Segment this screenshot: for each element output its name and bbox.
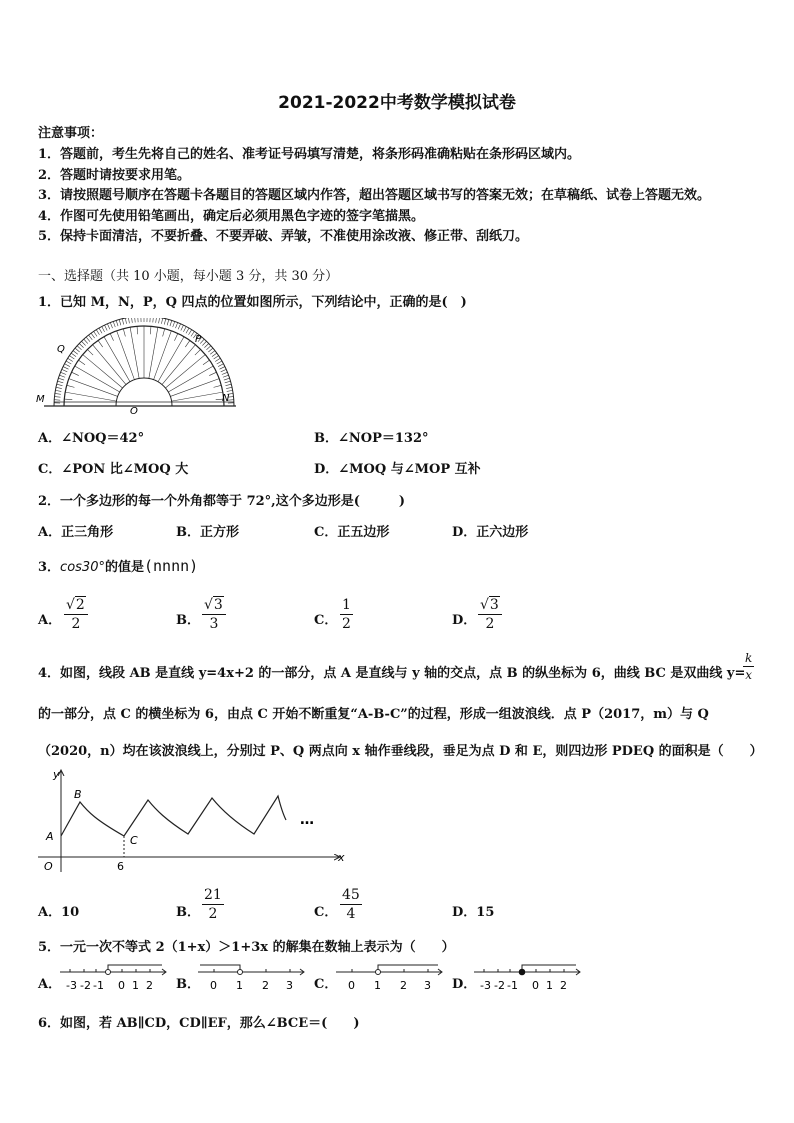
svg-text:0: 0	[210, 979, 217, 992]
q2-stem: 2．一个多边形的每一个外角都等于 72°,这个多边形是( )	[38, 494, 405, 509]
q2-option-b[interactable]: B．正方形	[176, 525, 239, 540]
svg-text:…: …	[300, 812, 314, 828]
svg-text:0: 0	[532, 979, 539, 992]
q3-stem: 3．cos30°的值是(nnnn)	[38, 557, 199, 575]
label-N: N	[222, 393, 230, 404]
q5-option-d-label[interactable]: D．	[452, 977, 477, 992]
svg-text:2: 2	[400, 979, 407, 992]
q4-line-3: （2020，n）均在该波浪线上，分别过 P、Q 两点向 x 轴作垂线段，垂足为点 D 和 E，则四边形 PDEQ 的面积是（ ）	[38, 744, 763, 759]
svg-text:2: 2	[560, 979, 567, 992]
q5-number-line-c	[334, 963, 446, 995]
q3-option-d-value: $\frac{√3}{2}$	[478, 598, 502, 631]
q4-option-b-label[interactable]: B．	[176, 905, 200, 920]
page-title: 2021-2022中考数学模拟试卷	[278, 93, 516, 113]
q2-option-c[interactable]: C．正五边形	[314, 525, 390, 540]
svg-text:-3: -3	[480, 979, 491, 992]
q4-option-b-value: $\frac{21}{2}$	[204, 887, 222, 922]
q3-option-c-value: $\frac{1}{2}$	[342, 597, 351, 632]
q6-stem: 6．如图，若 AB∥CD，CD∥EF，那么∠BCE＝( )	[38, 1016, 360, 1031]
svg-text:1: 1	[374, 979, 381, 992]
svg-text:y: y	[53, 768, 60, 781]
svg-text:C: C	[130, 834, 138, 847]
q3-option-b-value: $\frac{√3}{3}$	[202, 598, 226, 631]
label-M: M	[36, 394, 45, 405]
svg-text:A: A	[46, 830, 54, 843]
q5-option-b-label[interactable]: B．	[176, 977, 200, 992]
q5-stem: 5．一元一次不等式 2（1+x）＞1+3x 的解集在数轴上表示为（ ）	[38, 940, 455, 955]
notice-heading: 注意事项：	[38, 126, 104, 141]
svg-text:1: 1	[236, 979, 243, 992]
q1-option-c[interactable]: C．∠PON 比∠MOQ 大	[38, 462, 189, 477]
q3-option-d-label[interactable]: D．	[452, 613, 477, 628]
q5-number-line-a	[58, 963, 170, 995]
protractor-figure	[36, 318, 242, 416]
q4-line-1: 4．如图，线段 AB 是直线 y=4x+2 的一部分，点 A 是直线与 y 轴的交点，点 B 的纵坐标为 6，曲线 BC 是双曲线 y=	[38, 666, 746, 681]
q3-option-b-label[interactable]: B．	[176, 613, 200, 628]
q3-option-a-value: $\frac{√2}{2}$	[64, 598, 88, 631]
wave-graph-figure	[36, 764, 352, 874]
svg-text:x: x	[338, 851, 345, 864]
label-O: O	[130, 406, 138, 416]
svg-text:1: 1	[132, 979, 139, 992]
svg-text:3: 3	[286, 979, 293, 992]
q5-number-line-d	[472, 963, 584, 995]
svg-text:B: B	[74, 788, 82, 801]
svg-text:-1: -1	[507, 979, 518, 992]
q4-option-c-value: $\frac{45}{4}$	[342, 887, 360, 922]
q4-option-c-label[interactable]: C．	[314, 905, 338, 920]
q5-number-line-b	[196, 963, 308, 995]
svg-text:-1: -1	[93, 979, 104, 992]
q4-option-a[interactable]: A．10	[38, 905, 80, 920]
svg-text:6: 6	[117, 860, 124, 873]
q4-fraction-k-over-x: $\frac{k}{x}$	[745, 651, 753, 682]
notice-item-3: 3．请按照题号顺序在答题卡各题目的答题区域内作答，超出答题区域书写的答案无效；在草稿纸、试卷上答题无效。	[38, 188, 711, 203]
svg-text:0: 0	[118, 979, 125, 992]
notice-item-1: 1．答题前，考生先将自己的姓名、准考证号码填写清楚，将条形码准确粘贴在条形码区域内。	[38, 147, 581, 162]
svg-text:1: 1	[546, 979, 553, 992]
svg-text:-3: -3	[66, 979, 77, 992]
q5-option-c-label[interactable]: C．	[314, 977, 338, 992]
q5-option-a-label[interactable]: A．	[38, 977, 62, 992]
q4-line-2: 的一部分，点 C 的横坐标为 6，由点 C 开始不断重复“A-B-C”的过程，形成一组波浪线．点 P（2017，m）与 Q	[38, 707, 709, 722]
svg-text:O: O	[44, 860, 53, 873]
svg-text:2: 2	[146, 979, 153, 992]
q3-option-a-label[interactable]: A．	[38, 613, 62, 628]
svg-text:2: 2	[262, 979, 269, 992]
svg-text:-2: -2	[494, 979, 505, 992]
svg-text:-2: -2	[80, 979, 91, 992]
svg-text:0: 0	[348, 979, 355, 992]
q1-option-a[interactable]: A．∠NOQ＝42°	[38, 431, 145, 446]
q2-option-d[interactable]: D．正六边形	[452, 525, 529, 540]
q1-option-b[interactable]: B．∠NOP＝132°	[314, 431, 429, 446]
q1-stem: 1．已知 M，N，P，Q 四点的位置如图所示，下列结论中，正确的是( )	[38, 295, 467, 310]
notice-item-2: 2．答题时请按要求用笔。	[38, 168, 191, 183]
wave-curve	[61, 796, 286, 836]
q4-option-d[interactable]: D．15	[452, 905, 495, 920]
svg-text:3: 3	[424, 979, 431, 992]
q3-option-c-label[interactable]: C．	[314, 613, 338, 628]
q2-option-a[interactable]: A．正三角形	[38, 525, 114, 540]
notice-item-4: 4．作图可先使用铅笔画出，确定后必须用黑色字迹的签字笔描黑。	[38, 209, 425, 224]
section-heading: 一、选择题（共 10 小题，每小题 3 分，共 30 分）	[38, 269, 339, 284]
label-P: P	[195, 334, 202, 345]
notice-item-5: 5．保持卡面清洁，不要折叠、不要弄破、弄皱，不准使用涂改液、修正带、刮纸刀。	[38, 229, 529, 244]
q1-option-d[interactable]: D．∠MOQ 与∠MOP 互补	[314, 462, 481, 477]
label-Q: Q	[57, 344, 65, 355]
